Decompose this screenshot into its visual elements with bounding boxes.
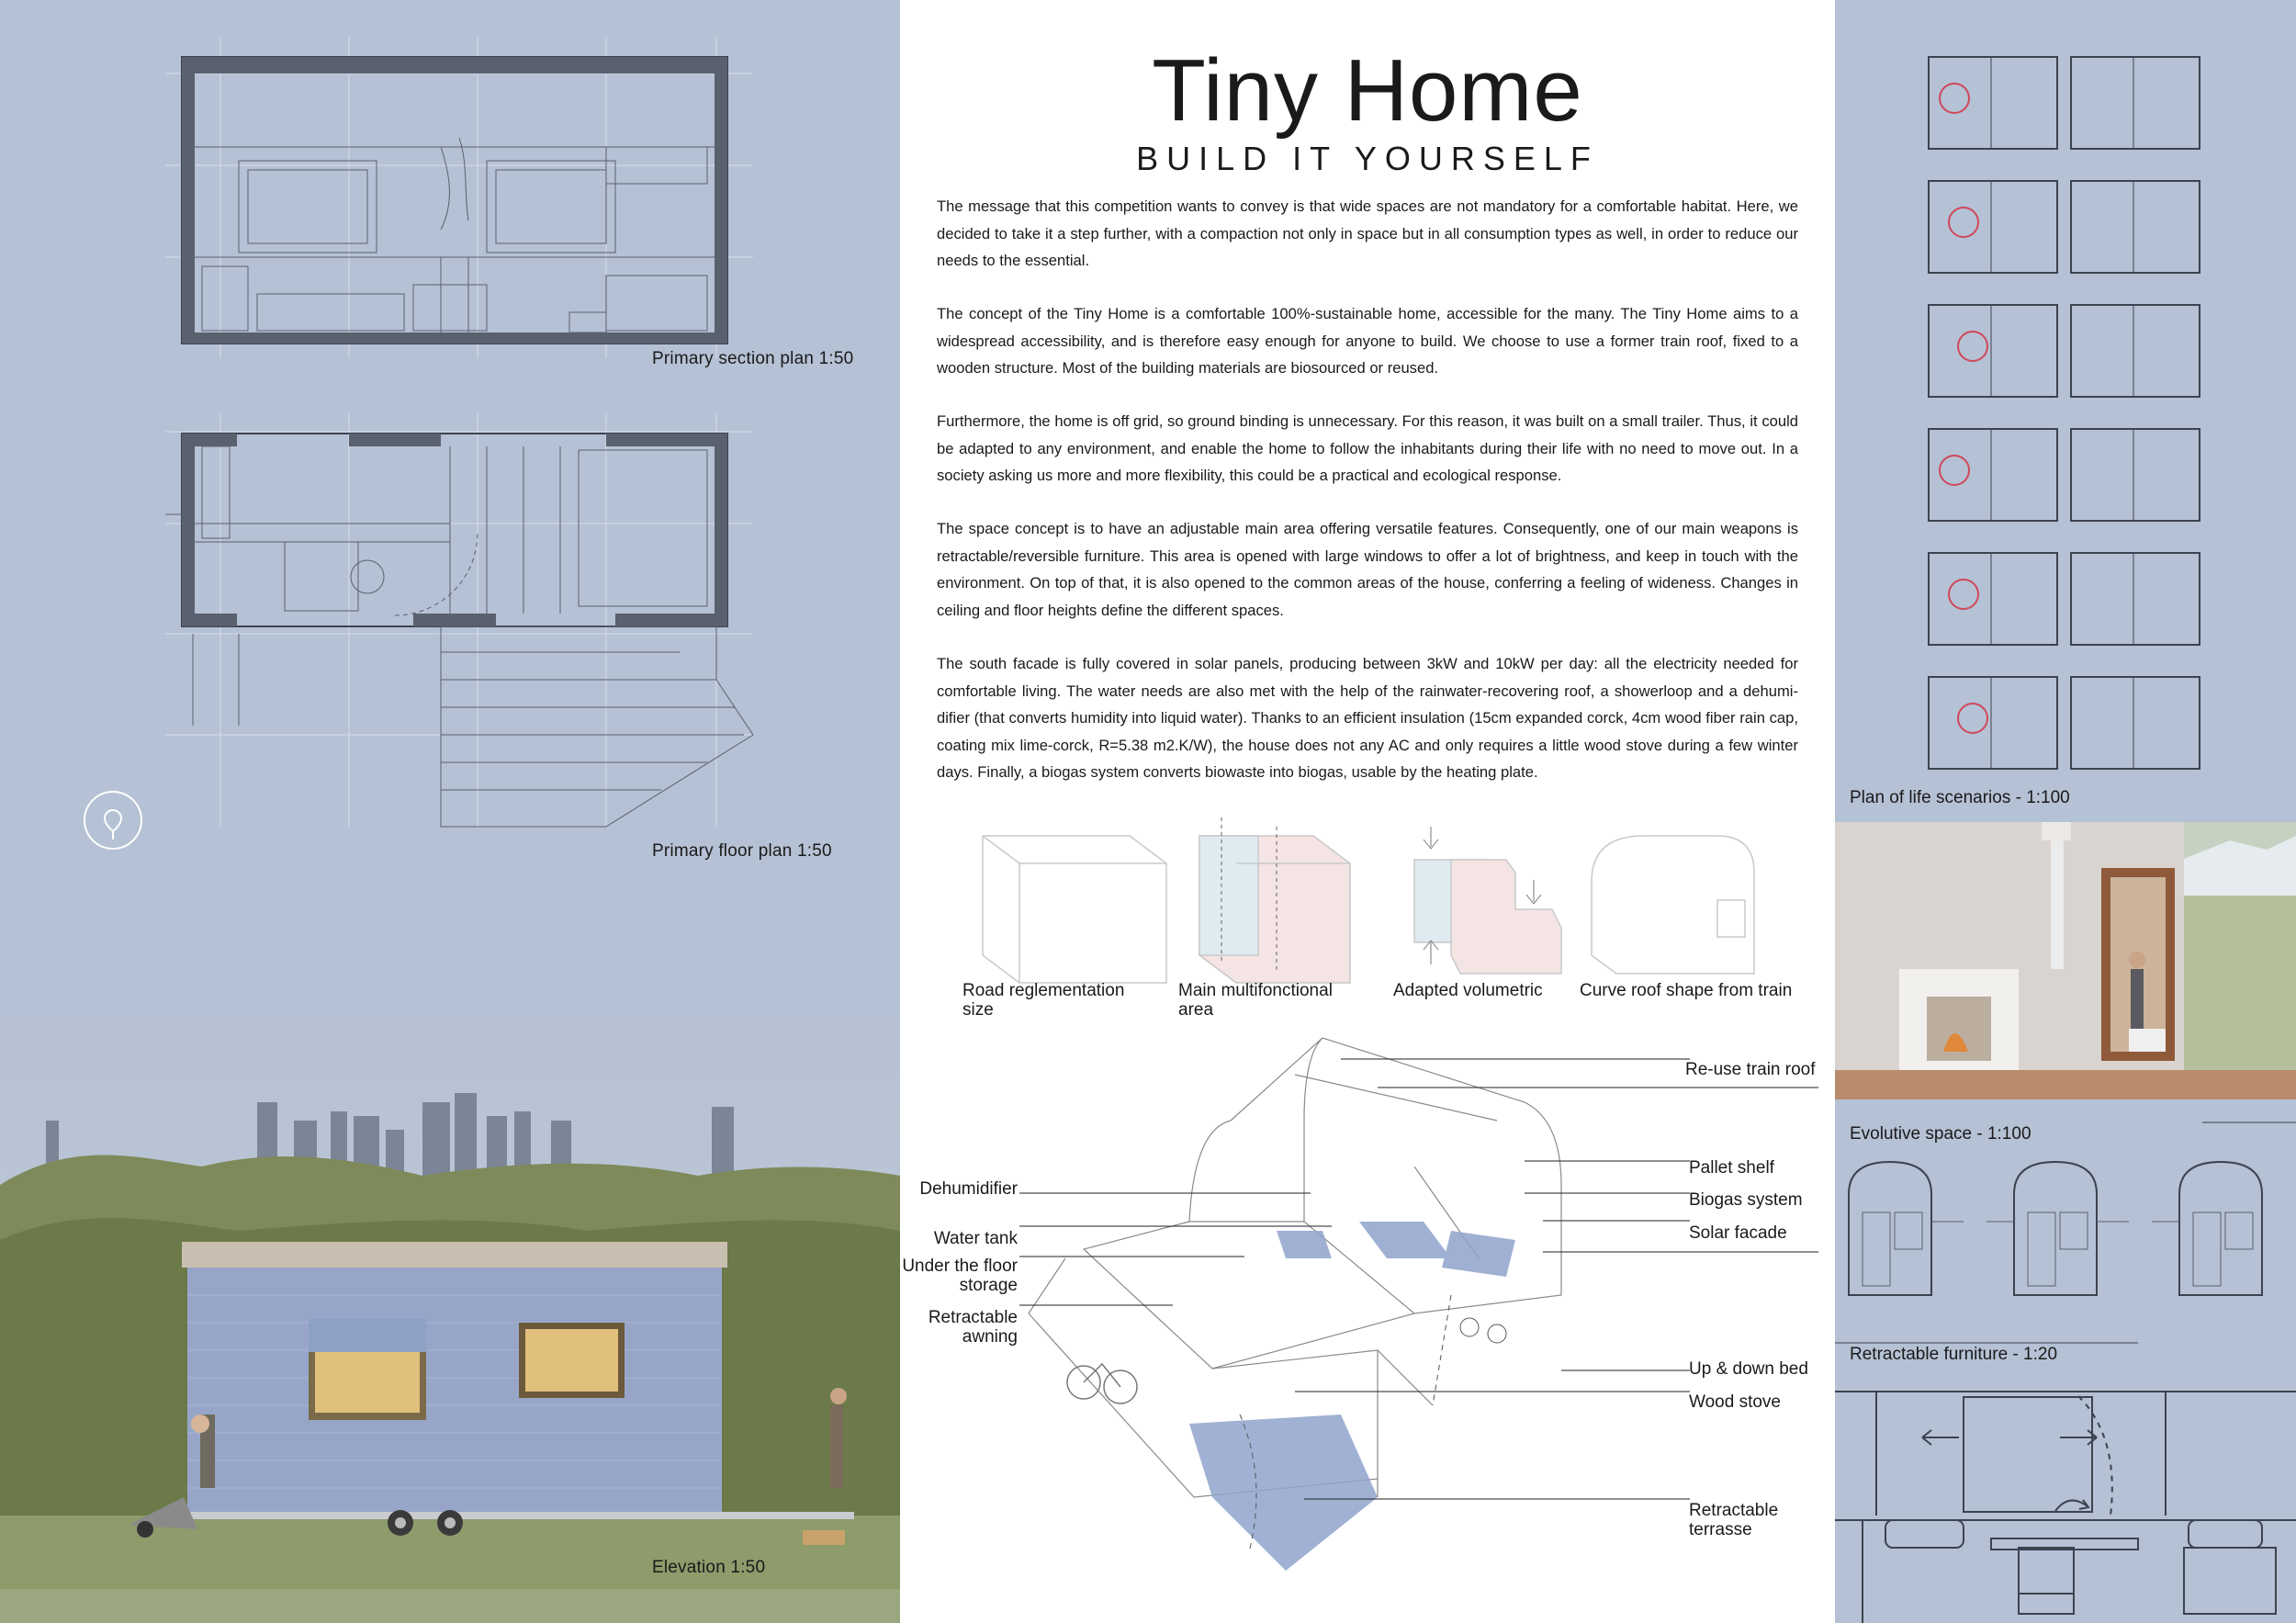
page-subtitle: BUILD IT YOURSELF xyxy=(1136,140,1599,177)
space-concept-paragraph: The space concept is to have an adjustable main area offering versatile features. Consequently, one of our main weapons is retractable/reversible furniture. This area is opened with large windows to offer a lot of brightness, and keep in touch with the environment. On top of that, it is also opened to the common areas of the house, conferring a feeling of wideness. Changes in ceiling and floor heights define the different spaces. xyxy=(937,520,1798,619)
retractable-furniture-caption: Retractable furniture - 1:20 xyxy=(1850,1345,2058,1364)
off-grid-paragraph: Furthermore, the home is off grid, so ground binding is unnecessary. For this reason, it was built on a small trailer. Thus, it could be adapted to any environment, and enable the home to follow the inhabitants during their life with no need to move out. In a society asking us more and more flexibility, this could be a practical and ecological response. xyxy=(937,412,1798,484)
floor-plan-drawing xyxy=(165,413,753,836)
life-scenario-plan xyxy=(1929,181,2057,273)
life-scenario-plan xyxy=(2071,181,2200,273)
section-plan-caption: Primary section plan 1:50 xyxy=(652,349,854,368)
floor-storage-label: Under the floor storage xyxy=(902,1257,1018,1295)
occupant-marker xyxy=(1940,84,1969,113)
occupant-marker xyxy=(1958,332,1987,361)
evolutive-space-sections xyxy=(1844,1157,2294,1304)
dehumidifier-label: Dehumidifier xyxy=(919,1179,1018,1199)
wood-stove-label: Wood stove xyxy=(1689,1392,1781,1412)
location-pin-icon xyxy=(83,790,143,851)
retractable-furniture-drawings xyxy=(1835,1373,2296,1623)
life-scenarios-caption: Plan of life scenarios - 1:100 xyxy=(1850,788,2070,807)
step-adapted-volumetric-label: Adapted volumetric xyxy=(1393,981,1543,1000)
water-tank-label: Water tank xyxy=(933,1229,1018,1248)
volumetric-diagram xyxy=(983,827,1809,992)
life-scenario-plan xyxy=(2071,305,2200,397)
up-down-bed-label: Up & down bed xyxy=(1689,1359,1808,1379)
occupant-marker xyxy=(1949,580,1978,609)
center-panel xyxy=(900,0,1835,1623)
life-scenarios-plans xyxy=(1927,55,2202,781)
step-road-reglementation-label: Road reglementation size xyxy=(962,981,1125,1020)
life-scenario-plan xyxy=(2071,429,2200,521)
retractable-terrasse-label: Retractable terrasse xyxy=(1689,1501,1779,1539)
life-scenario-plan xyxy=(1929,553,2057,645)
floor-plan-caption: Primary floor plan 1:50 xyxy=(652,841,832,861)
interior-render xyxy=(1835,822,2296,1099)
occupant-marker xyxy=(1958,704,1987,733)
right-panel xyxy=(1835,0,2296,1623)
section-plan-drawing xyxy=(165,37,753,367)
train-roof-label: Re-use train roof xyxy=(1685,1060,1816,1079)
life-scenario-plan xyxy=(2071,553,2200,645)
occupant-marker xyxy=(1940,456,1969,485)
retractable-awning-label: Retractable awning xyxy=(928,1308,1018,1347)
page-title: Tiny Home xyxy=(1152,41,1583,140)
life-scenario-plan xyxy=(1929,305,2057,397)
concept-paragraph: The concept of the Tiny Home is a comfortable 100%-sustainable home, accessible for the many. The Tiny Home aims to a widespread accessibility, and is therefore easy enough for anyone to build. We choose to use a former train roof, fixed to a wooden structure. Most of the building materials are biosourced or reused. xyxy=(937,305,1798,377)
solar-facade-label: Solar facade xyxy=(1689,1223,1787,1243)
step-curve-roof-label: Curve roof shape from train xyxy=(1580,981,1793,1000)
biogas-system-label: Biogas system xyxy=(1689,1190,1803,1210)
elevation-render xyxy=(0,1001,900,1623)
elevation-caption: Elevation 1:50 xyxy=(652,1558,766,1577)
left-panel xyxy=(0,0,900,1623)
pallet-shelf-label: Pallet shelf xyxy=(1689,1158,1774,1178)
life-scenario-plan xyxy=(1929,57,2057,149)
evolutive-space-caption: Evolutive space - 1:100 xyxy=(1850,1124,2032,1144)
intro-paragraph: The message that this competition wants to convey is that wide spaces are not mandatory for a comfortable habitat. Here, we decided to take it a step further, with a compaction not only in space but in all consumption types as well, in order to reduce our needs to the essential. xyxy=(937,197,1798,269)
life-scenario-plan xyxy=(1929,429,2057,521)
life-scenario-plan xyxy=(2071,677,2200,769)
life-scenario-plan xyxy=(1929,677,2057,769)
life-scenario-plan xyxy=(2071,57,2200,149)
occupant-marker xyxy=(1949,208,1978,237)
sustainability-paragraph: The south facade is fully covered in solar panels, producing between 3kW and 10kW per day: all the electricity needed for comfortable living. The water needs are also met with the help of the rainwater-recovering roof, a showerloop and a dehumi-difier (that converts humidity into liquid water). Thanks to an efficient insulation (15cm expanded corck, 4cm wood fiber rain cap, coating mix lime-corck, R=5.38 m2.K/W), the house does not any AC and only requires a little wood stove during a few winter days. Finally, a biogas system converts biowaste into biogas, usable by the heating plate. xyxy=(937,655,1798,781)
step-main-multifonctional-label: Main multifonctional area xyxy=(1178,981,1333,1020)
